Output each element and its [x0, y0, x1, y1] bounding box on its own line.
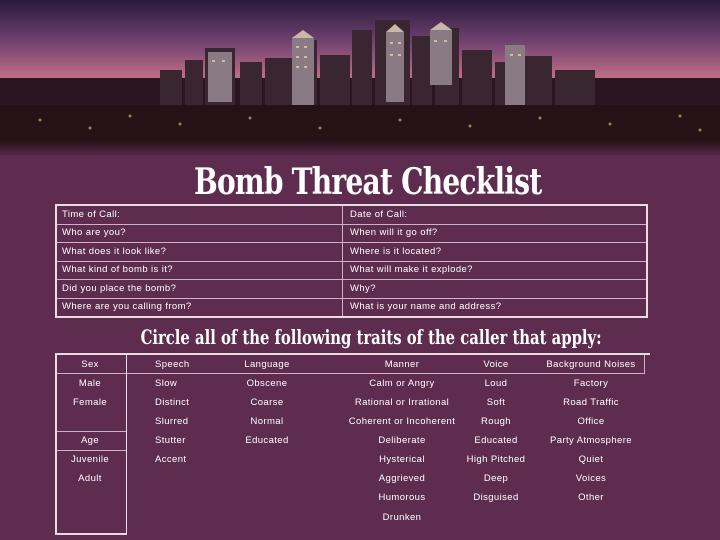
trait-language[interactable]: Normal: [250, 416, 284, 427]
question-name-address: What is your name and address?: [350, 301, 502, 312]
trait-manner[interactable]: Rational or Irrational: [354, 397, 450, 408]
trait-manner[interactable]: Aggrieved: [378, 473, 426, 484]
trait-manner[interactable]: Coherent or Incoherent: [348, 416, 456, 427]
question-row: [57, 243, 646, 262]
question-who-are-you: Who are you?: [62, 227, 126, 238]
trait-background[interactable]: Office: [577, 416, 605, 427]
trait-voice[interactable]: Rough: [481, 416, 511, 427]
header-background-noises: Background Noises: [546, 359, 636, 370]
trait-voice[interactable]: Loud: [484, 378, 508, 389]
question-where-located: Where is it located?: [350, 246, 442, 257]
question-when-go-off: When will it go off?: [350, 227, 438, 238]
trait-sex-male[interactable]: Male: [78, 378, 102, 389]
city-skyline-banner: [0, 0, 720, 155]
trait-sex-female[interactable]: Female: [72, 397, 108, 408]
trait-manner[interactable]: Hysterical: [379, 454, 425, 465]
header-speech: Speech: [155, 359, 190, 370]
traits-instructions: Circle all of the following traits of the caller that apply:: [140, 325, 602, 349]
header-age: Age: [80, 435, 100, 446]
trait-speech[interactable]: Distinct: [155, 397, 190, 408]
trait-voice[interactable]: Deep: [483, 473, 509, 484]
question-calling-from: Where are you calling from?: [62, 301, 192, 312]
question-did-you-place: Did you place the bomb?: [62, 283, 177, 294]
trait-language[interactable]: Educated: [245, 435, 289, 446]
trait-language[interactable]: Obscene: [246, 378, 288, 389]
question-row: [57, 280, 646, 299]
trait-age-adult[interactable]: Adult: [78, 473, 102, 484]
trait-voice[interactable]: Educated: [474, 435, 518, 446]
header-sex: Sex: [81, 359, 99, 370]
caller-traits-table: [55, 353, 650, 535]
question-row: [57, 298, 646, 317]
header-language: Language: [244, 359, 290, 370]
skyline-image: [0, 0, 720, 155]
trait-language[interactable]: Coarse: [250, 397, 284, 408]
question-row: [57, 261, 646, 280]
question-why: Why?: [350, 283, 376, 294]
trait-background[interactable]: Voices: [575, 473, 607, 484]
trait-speech[interactable]: Slurred: [155, 416, 189, 427]
trait-speech[interactable]: Stutter: [155, 435, 186, 446]
header-manner: Manner: [384, 359, 420, 370]
question-what-look-like: What does it look like?: [62, 246, 167, 257]
trait-manner[interactable]: Drunken: [382, 512, 422, 523]
trait-age-juvenile[interactable]: Juvenile: [70, 454, 110, 465]
trait-background[interactable]: Factory: [573, 378, 609, 389]
questions-table: [55, 204, 648, 318]
trait-manner[interactable]: Humorous: [378, 492, 426, 503]
trait-speech[interactable]: Slow: [155, 378, 178, 389]
trait-voice[interactable]: High Pitched: [466, 454, 526, 465]
question-date-of-call: Date of Call:: [350, 209, 408, 220]
banner-fade: [0, 140, 720, 155]
page-title: Bomb Threat Checklist: [194, 161, 542, 203]
trait-background[interactable]: Other: [578, 492, 604, 503]
question-what-makes-explode: What will make it explode?: [350, 264, 473, 275]
question-row: [57, 206, 646, 225]
trait-background[interactable]: Quiet: [578, 454, 604, 465]
trait-background[interactable]: Party Atmosphere: [550, 435, 632, 446]
header-voice: Voice: [483, 359, 509, 370]
trait-speech[interactable]: Accent: [155, 454, 187, 465]
trait-manner[interactable]: Deliberate: [378, 435, 426, 446]
trait-background[interactable]: Road Traffic: [563, 397, 619, 408]
question-row: [57, 224, 646, 243]
table-border: [55, 533, 127, 535]
question-kind-of-bomb: What kind of bomb is it?: [62, 264, 173, 275]
trait-voice[interactable]: Soft: [486, 397, 506, 408]
trait-voice[interactable]: Disguised: [473, 492, 519, 503]
question-time-of-call: Time of Call:: [62, 209, 121, 220]
trait-manner[interactable]: Calm or Angry: [369, 378, 435, 389]
